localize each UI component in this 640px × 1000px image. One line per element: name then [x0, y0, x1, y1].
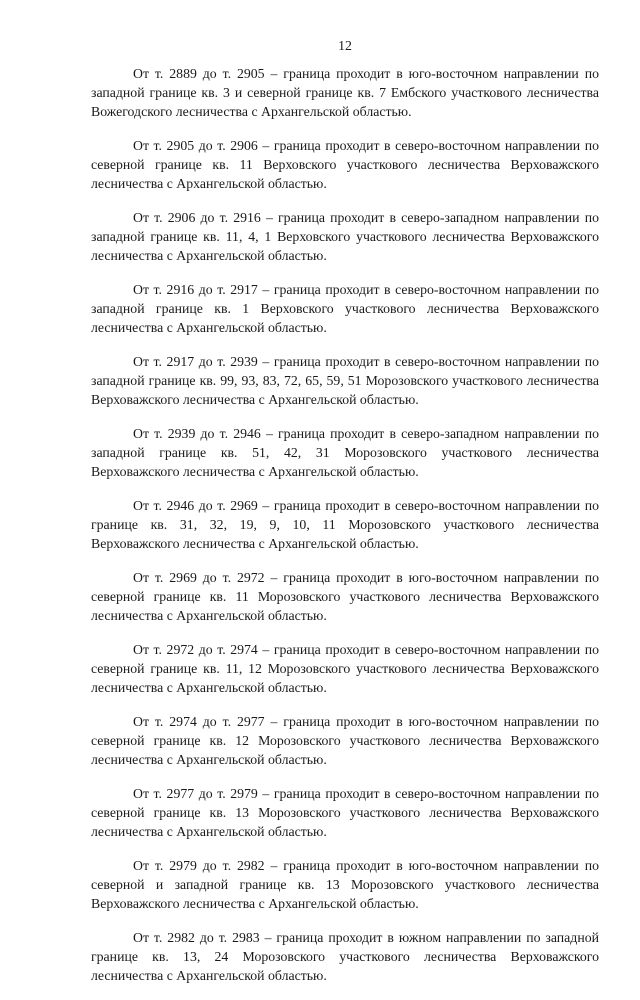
paragraph: От т. 2946 до т. 2969 – граница проходит в северо-восточном направлении по границе кв. 31, 32, 19, 9, 10, 11 Морозовского участкового лесничества Верховажского лесничества с Архангельской областью. — [91, 498, 599, 551]
page-number: 12 — [338, 38, 352, 53]
paragraph: От т. 2979 до т. 2982 – граница проходит в юго-восточном направлении по северной и западной границе кв. 13 Морозовского участкового лесничества Верховажского лесничества с Архангельской областью. — [91, 858, 599, 911]
paragraph: От т. 2974 до т. 2977 – граница проходит в юго-восточном направлении по северной границе кв. 12 Морозовского участкового лесничества Верховажского лесничества с Архангельской областью. — [91, 714, 599, 767]
paragraph: От т. 2905 до т. 2906 – граница проходит в северо-восточном направлении по северной границе кв. 11 Верховского участкового лесничества Верховажского лесничества с Архангельской областью. — [91, 138, 599, 191]
paragraph: От т. 2889 до т. 2905 – граница проходит в юго-восточном направлении по западной границе кв. 3 и северной границе кв. 7 Ембского участкового лесничества Вожегодского лесничества с Архангельской областью. — [91, 66, 599, 119]
paragraph: От т. 2972 до т. 2974 – граница проходит в северо-восточном направлении по северной границе кв. 11, 12 Морозовского участкового лесничества Верховажского лесничества с Архангельской областью. — [91, 642, 599, 695]
paragraph: От т. 2982 до т. 2983 – граница проходит в южном направлении по западной границе кв. 13, 24 Морозовского участкового лесничества Верховажского лесничества с Архангельской областью. — [91, 930, 599, 983]
paragraph: От т. 2916 до т. 2917 – граница проходит в северо-восточном направлении по западной границе кв. 1 Верховского участкового лесничества Верховажского лесничества с Архангельской областью. — [91, 282, 599, 335]
document-page — [91, 36, 599, 1000]
paragraph: От т. 2906 до т. 2916 – граница проходит в северо-западном направлении по западной границе кв. 11, 4, 1 Верховского участкового лесничества Верховажского лесничества с Архангельской областью. — [91, 210, 599, 263]
paragraph: От т. 2939 до т. 2946 – граница проходит в северо-западном направлении по западной границе кв. 51, 42, 31 Морозовского участкового лесничества Верховажского лесничества с Архангельской областью. — [91, 426, 599, 479]
paragraph: От т. 2917 до т. 2939 – граница проходит в северо-восточном направлении по западной границе кв. 99, 93, 83, 72, 65, 59, 51 Морозовского участкового лесничества Верховажского лесничества с Архангельской областью. — [91, 354, 599, 407]
paragraph: От т. 2977 до т. 2979 – граница проходит в северо-восточном направлении по северной границе кв. 13 Морозовского участкового лесничества Верховажского лесничества с Архангельской областью. — [91, 786, 599, 839]
paragraph: От т. 2969 до т. 2972 – граница проходит в юго-восточном направлении по северной границе кв. 11 Морозовского участкового лесничества Верховажского лесничества с Архангельской областью. — [91, 570, 599, 623]
